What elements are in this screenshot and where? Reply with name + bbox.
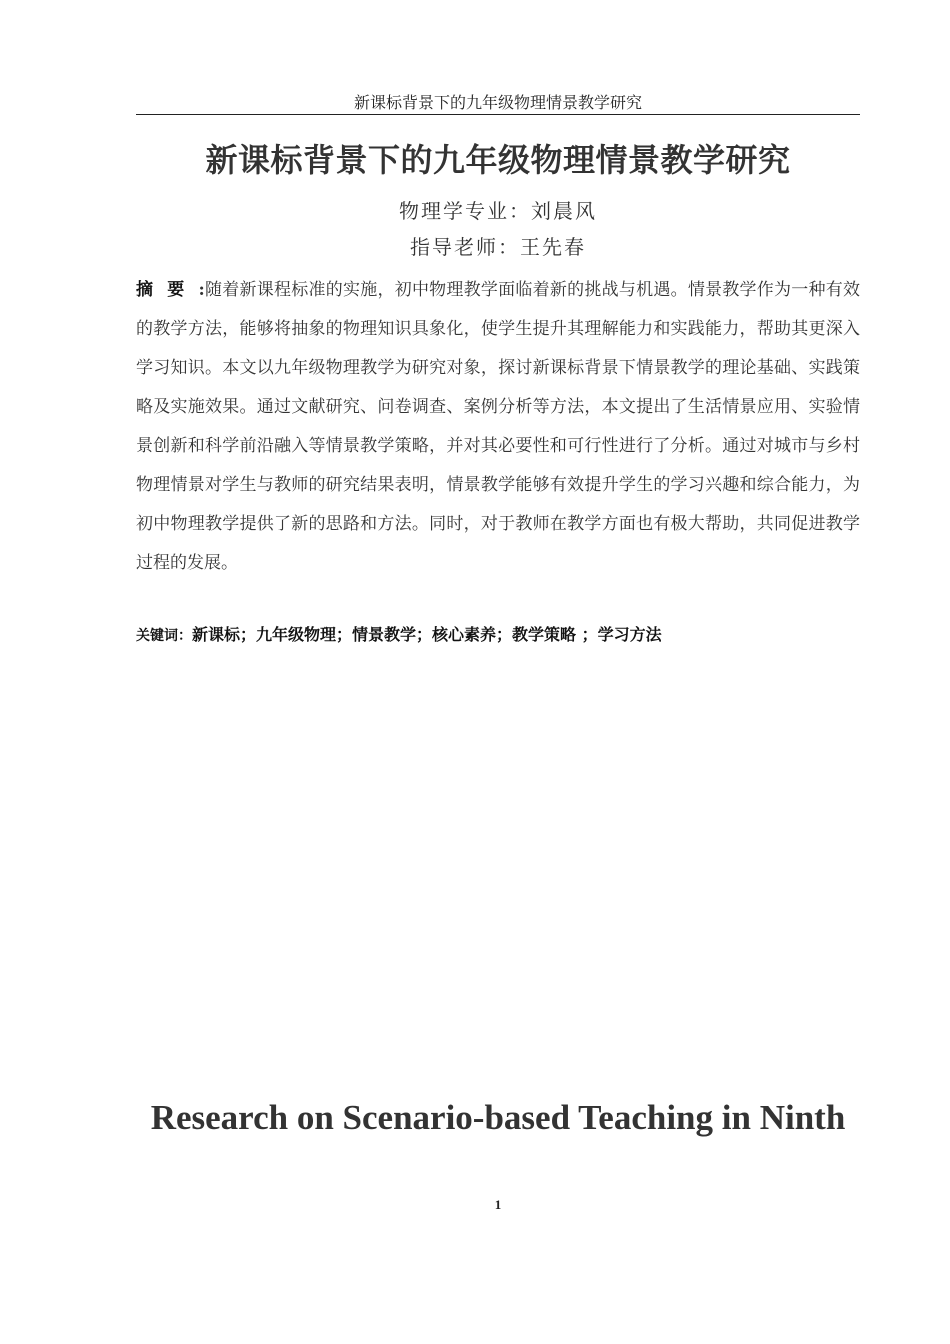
abstract-paragraph	[136, 271, 860, 583]
keywords-line	[136, 622, 860, 649]
running-header: 新课标背景下的九年级物理情景教学研究	[353, 93, 642, 112]
keywords-text: 新课标；九年级物理；情景教学；核心素养；教学策略 ；学习方法	[192, 625, 662, 644]
abstract-text: 随着新课程标准的实施，初中物理教学面临着新的挑战与机遇。情景教学作为一种有效的教学方法，能够将抽象的物理知识具象化，使学生提升其理解能力和实践能力，帮助其更深入学习知识。本文以九年级物理教学为研究对象，探讨新课标背景下情景教学的理论基础、实践策略及实施效果。通过文献研究、问卷调查、案例分析等方法，本文提出了生活情景应用、实验情景创新和科学前沿融入等情景教学策略，并对其必要性和可行性进行了分析。通过对城市与乡村物理情景对学生与教师的研究结果表明，情景教学能够有效提升学生的学习兴趣和综合能力，为初中物理教学提供了新的思路和方法。同时，对于教师在教学方面也有极大帮助，共同促进教学过程的发展。	[136, 280, 861, 573]
author-major-line: 物理学专业：刘晨风	[399, 199, 597, 223]
page-number: 1	[494, 1197, 502, 1212]
english-title: Research on Scenario-based Teaching in Ninth	[150, 1098, 846, 1137]
advisor-line: 指导老师：王先春	[410, 235, 586, 259]
chinese-title: 新课标背景下的九年级物理情景教学研究	[205, 141, 791, 179]
abstract-label: 摘要	[136, 280, 199, 300]
keywords-label: 关键词：	[136, 628, 192, 644]
header-rule	[136, 114, 860, 115]
abstract-colon: :	[198, 280, 205, 300]
